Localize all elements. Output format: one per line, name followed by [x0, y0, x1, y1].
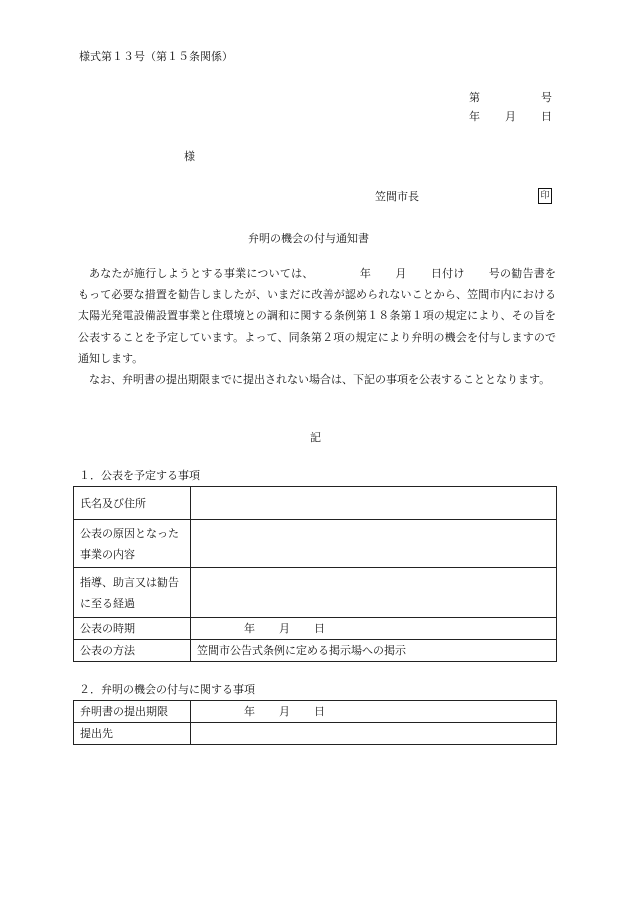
- row-value: [191, 487, 557, 520]
- table-row: [74, 723, 557, 745]
- date-year: 年: [469, 110, 480, 123]
- number-suffix: 号: [541, 91, 552, 104]
- row-label: 公表の方法: [74, 640, 191, 662]
- body-text: [78, 263, 556, 390]
- row-label: 公表の時期: [74, 618, 191, 640]
- row-value: 笠間市公告式条例に定める掲示場への掲示: [191, 640, 557, 662]
- row-value: [191, 723, 557, 745]
- seal-mark: 印: [538, 188, 552, 204]
- row-value: 年 月 日: [191, 618, 557, 640]
- row-label: 弁明書の提出期限: [74, 701, 191, 723]
- table-row: [74, 618, 557, 640]
- section1-heading: １．公表を予定する事項: [79, 469, 200, 482]
- section1-table: [73, 486, 557, 662]
- document-title: 弁明の機会の付与通知書: [248, 232, 369, 245]
- row-value: [191, 568, 557, 618]
- addressee-suffix: 様: [184, 150, 195, 163]
- table-row: [74, 520, 557, 568]
- date-month: 月: [505, 110, 516, 123]
- form-number: 様式第１３号（第１５条関係）: [79, 50, 233, 63]
- row-label: 公表の原因となった事業の内容: [74, 520, 191, 568]
- row-value: [191, 520, 557, 568]
- row-value: 年 月 日: [191, 701, 557, 723]
- table-row: [74, 701, 557, 723]
- section2-heading: ２．弁明の機会の付与に関する事項: [79, 683, 255, 696]
- row-label: 提出先: [74, 723, 191, 745]
- section2-table: [73, 700, 557, 745]
- table-row: [74, 487, 557, 520]
- paragraph-1: あなたが施行しようとする事業については、 年 月 日付け 号の勧告書をもって必要な措置を勧告しましたが、いまだに改善が認められないことから、笠間市内における太陽光発電設備設置事業と住環境との調和に関する条例第１８条第１項の規定により、その旨を公表することを予定しています。よって、同条第２項の規定により弁明の機会を付与しますので通知します。: [78, 267, 557, 365]
- paragraph-2: なお、弁明書の提出期限までに提出されない場合は、下記の事項を公表することとなります。: [89, 373, 551, 387]
- row-label: 氏名及び住所: [74, 487, 191, 520]
- table-row: [74, 568, 557, 618]
- number-prefix: 第: [469, 91, 480, 104]
- ki-marker: 記: [310, 431, 321, 444]
- date-day: 日: [541, 110, 552, 123]
- table-row: [74, 640, 557, 662]
- sender-name: 笠間市長: [375, 190, 419, 203]
- row-label: 指導、助言又は勧告に至る経過: [74, 568, 191, 618]
